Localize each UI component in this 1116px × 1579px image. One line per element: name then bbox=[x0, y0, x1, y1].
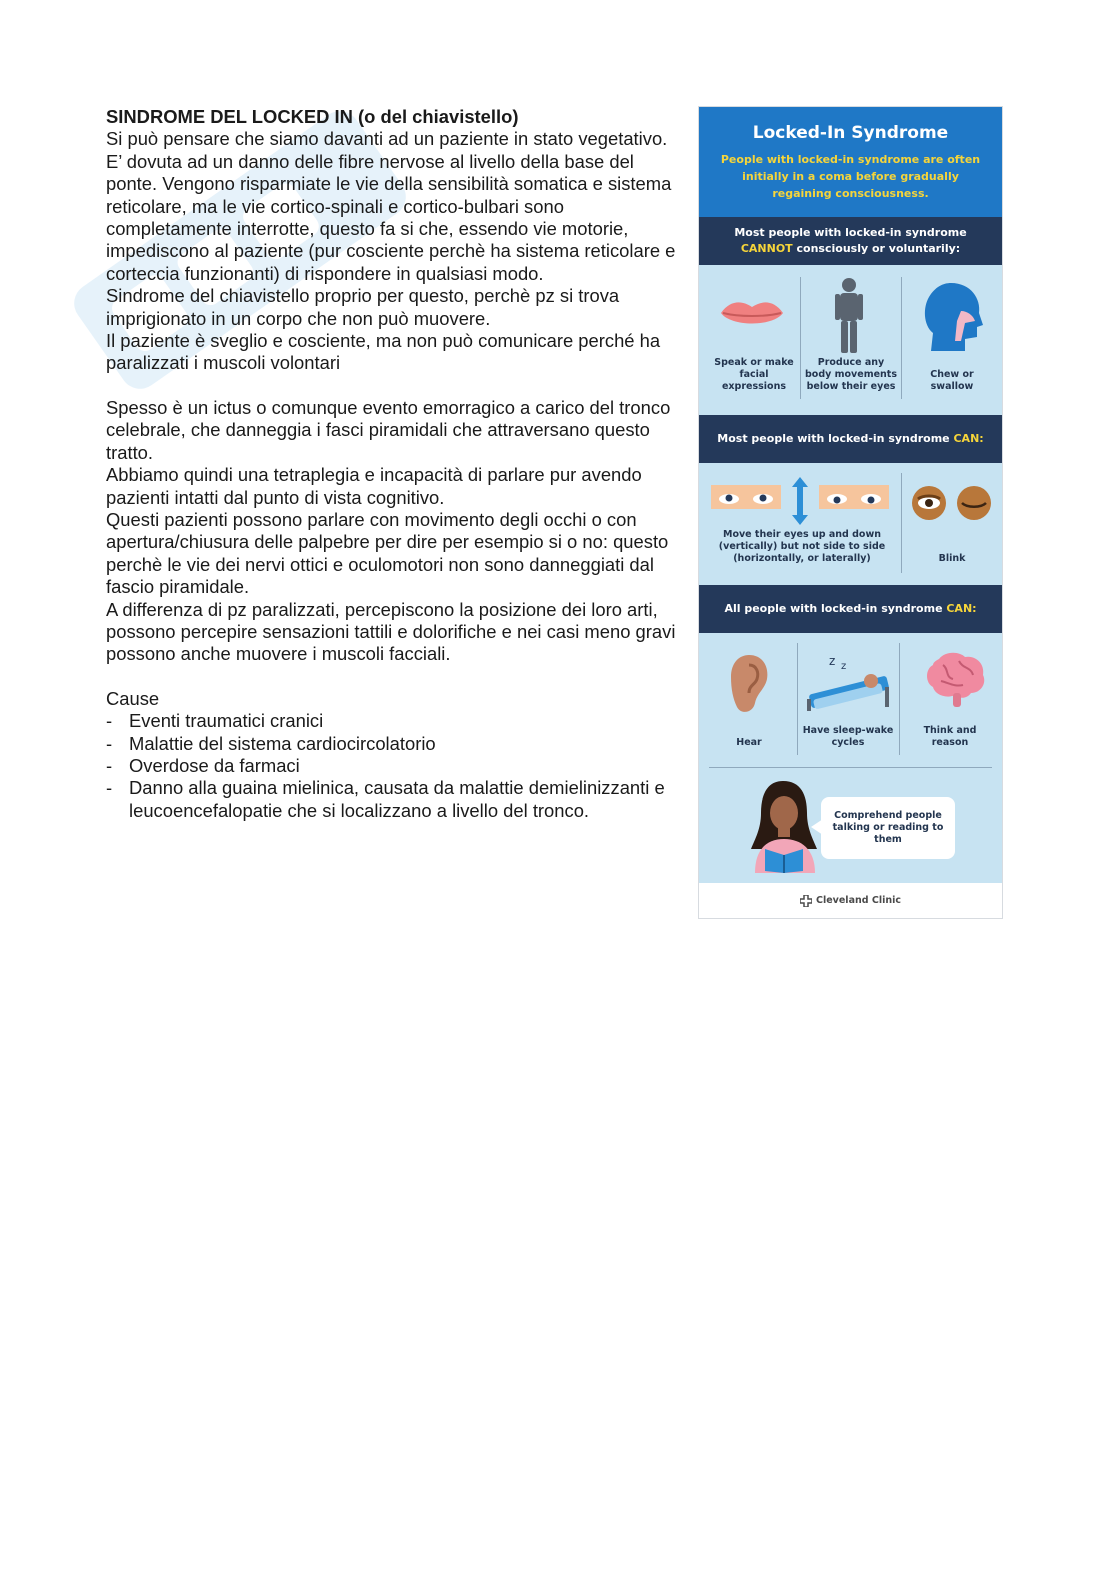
speech-bubble: Comprehend people talking or reading to them bbox=[821, 797, 955, 859]
svg-text:z: z bbox=[829, 654, 836, 668]
list-item: - Eventi traumatici cranici bbox=[106, 710, 324, 732]
paragraph: A differenza di pz paralizzati, percepiscono la posizione dei loro arti, possono percepire sensazioni tattili e dolorifiche e nei casi meno gravi possono anche muovere i muscoli facciali. bbox=[106, 598, 676, 665]
sleeping-bed-icon bbox=[805, 651, 893, 713]
svg-text:z: z bbox=[841, 661, 847, 672]
paragraph: Sindrome del chiavistello proprio per questo, perchè pz si trova imprigionato in un corpo che non può muovere. bbox=[106, 285, 620, 329]
spacer bbox=[106, 375, 681, 397]
infographic-footer bbox=[699, 883, 1002, 918]
causes-heading: Cause bbox=[106, 687, 160, 709]
infographic-subtitle: People with locked-in syndrome are often initially in a coma before gradually regaining consciousness. bbox=[720, 153, 981, 200]
cannot-band: Most people with locked-in syndrome CANNOT consciously or voluntarily: bbox=[699, 217, 1002, 265]
caption-chew: Chew or swallow bbox=[930, 369, 974, 392]
paragraph: Questi pazienti possono parlare con movimento degli occhi o con apertura/chiusura delle palpebre per dire per esempio si o no: questo perchè le vie dei nervi ottici e oculomotori non sono danneggiati dal fascio piramidale. bbox=[106, 508, 669, 598]
ear-icon bbox=[729, 653, 769, 715]
can-band: Most people with locked-in syndrome CAN: bbox=[699, 415, 1002, 463]
eyes-vertical-icon bbox=[711, 477, 891, 527]
document-title: SINDROME DEL LOCKED IN (o del chiavistello) bbox=[106, 106, 519, 127]
list-item: - Danno alla guaina mielinica, causata da malattie demielinizzanti e leucoencefalopatie che si localizzano a livello del tronco. bbox=[106, 777, 665, 821]
divider bbox=[709, 767, 992, 768]
head-throat-icon bbox=[921, 281, 983, 351]
paragraph: Il paziente è sveglio e cosciente, ma non può comunicare perché ha paralizzati i muscoli volontari bbox=[106, 330, 661, 374]
caption-hear: Hear bbox=[736, 737, 762, 748]
cleveland-clinic-logo-icon bbox=[800, 895, 812, 907]
brain-icon bbox=[925, 651, 987, 709]
list-item: - Malattie del sistema cardiocircolatorio bbox=[106, 732, 436, 754]
divider bbox=[797, 643, 798, 755]
lips-icon bbox=[719, 295, 785, 331]
paragraph: Spesso è un ictus o comunque evento emorragico a carico del tronco celebrale, che danneggia i fasci piramidali che attraversano questo tratto. bbox=[106, 396, 671, 463]
document-text bbox=[106, 106, 681, 822]
list-item: - Overdose da farmaci bbox=[106, 754, 300, 776]
caption-body-movements: Produce any body movements below their eyes bbox=[805, 357, 897, 392]
paragraph: Abbiamo quindi una tetraplegia e incapacità di parlare pur avendo pazienti intatti dal punto di vista cognitivo. bbox=[106, 464, 642, 508]
infographic-header bbox=[699, 107, 1002, 217]
spacer bbox=[106, 666, 681, 688]
divider bbox=[899, 643, 900, 755]
infographic bbox=[698, 106, 1003, 919]
bullet-dash: - bbox=[106, 732, 113, 754]
all-band: All people with locked-in syndrome CAN: bbox=[699, 585, 1002, 633]
bullet-dash: - bbox=[106, 777, 113, 799]
footer-brand: Cleveland Clinic bbox=[816, 895, 901, 906]
divider bbox=[901, 277, 902, 399]
blink-eyes-icon bbox=[911, 485, 993, 521]
causes-list bbox=[106, 710, 681, 822]
divider bbox=[901, 473, 902, 573]
caption-move-eyes: Move their eyes up and down (vertically) but not side to side (horizontally, or laterally) bbox=[718, 529, 886, 564]
infographic-title: Locked-In Syndrome bbox=[752, 123, 949, 143]
person-silhouette-icon bbox=[834, 277, 864, 355]
paragraph: Si può pensare che siamo davanti ad un paziente in stato vegetativo. E’ dovuta ad un danno delle fibre nervose al livello della base del ponte. Vengono risparmiate le vie della sensibilità somatica e sistema reticolare, ma le vie cortico-spinali e cortico-bulbari sono completamente interrotte, questo fa si che, essendo vie motorie, impediscono al paziente (pur cosciente perchè ha sistema reticolare e corteccia funzionanti) di rispondere in qualsiasi modo. bbox=[106, 128, 676, 284]
caption-think: Think and reason bbox=[923, 725, 977, 748]
caption-speak: Speak or make facial expressions bbox=[714, 357, 794, 392]
bullet-dash: - bbox=[106, 710, 113, 732]
bullet-dash: - bbox=[106, 754, 113, 776]
caption-sleep-wake: Have sleep-wake cycles bbox=[802, 725, 894, 748]
caption-blink: Blink bbox=[938, 553, 966, 564]
